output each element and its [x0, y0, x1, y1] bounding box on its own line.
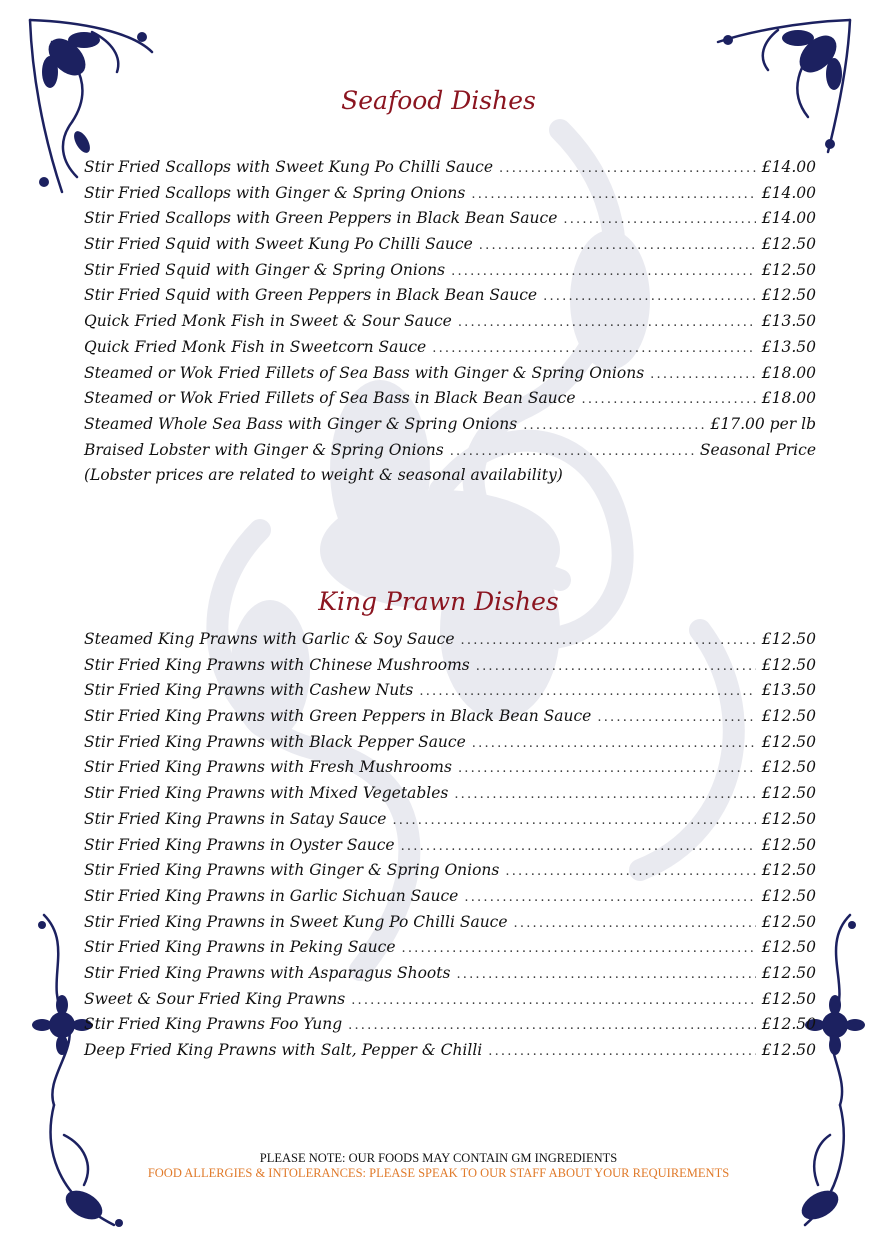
dot-leader	[461, 628, 756, 654]
menu-item-name: Stir Fried King Prawns with Mixed Vegetables	[84, 784, 449, 803]
dot-leader	[458, 756, 756, 782]
menu-item	[84, 155, 816, 181]
menu-item	[84, 755, 816, 781]
menu-item-name: Stir Fried Squid with Green Peppers in Black Bean Sauce	[84, 286, 538, 305]
menu-item	[84, 678, 816, 704]
menu-item-price: £12.50	[761, 835, 816, 854]
menu-item	[84, 858, 816, 884]
dot-leader	[458, 310, 756, 336]
menu-item-price: £12.50	[761, 260, 816, 279]
menu-item	[84, 987, 816, 1013]
dot-leader	[476, 654, 756, 680]
menu-item-name: Stir Fried Scallops with Ginger & Spring Onions	[84, 183, 466, 202]
menu-item-price: £18.00	[761, 389, 816, 408]
menu-item-name: Steamed or Wok Fried Fillets of Sea Bass in Black Bean Sauce	[84, 389, 576, 408]
menu-item-price: £12.50	[761, 886, 816, 905]
menu-item-name: Stir Fried Squid with Sweet Kung Po Chilli Sauce	[84, 235, 473, 254]
menu-item	[84, 361, 816, 387]
menu-item-name: Braised Lobster with Ginger & Spring Onions	[84, 440, 444, 459]
menu-item	[84, 935, 816, 961]
dot-leader	[351, 988, 756, 1014]
menu-item-price: £14.00	[761, 209, 816, 228]
seafood-section-title: Seafood Dishes	[341, 86, 536, 115]
allergy-notice: FOOD ALLERGIES & INTOLERANCES: PLEASE SPEAK TO OUR STAFF ABOUT YOUR REQUIREMENTS	[147, 1166, 730, 1180]
menu-item	[84, 386, 816, 412]
menu-item-price: £12.50	[761, 809, 816, 828]
menu-item-price: £12.50	[761, 235, 816, 254]
lobster-price-note: (Lobster prices are related to weight & seasonal availability)	[84, 466, 563, 485]
menu-item-name: Stir Fried Squid with Ginger & Spring Onions	[84, 260, 446, 279]
dot-leader	[514, 911, 756, 937]
dot-leader	[472, 731, 756, 757]
menu-item-price: £12.50	[761, 758, 816, 777]
menu-item	[84, 730, 816, 756]
dot-leader	[401, 834, 756, 860]
menu-item-name: Stir Fried King Prawns in Garlic Sichuan Sauce	[84, 886, 459, 905]
menu-item	[84, 833, 816, 859]
menu-item-price: £12.50	[761, 732, 816, 751]
dot-leader	[471, 182, 755, 208]
menu-item	[84, 807, 816, 833]
menu-item-name: Stir Fried King Prawns with Chinese Mushrooms	[84, 655, 470, 674]
menu-item	[84, 1038, 816, 1064]
menu-item-price: £12.50	[761, 707, 816, 726]
menu-item-name: Stir Fried King Prawns in Peking Sauce	[84, 938, 396, 957]
menu-item	[84, 781, 816, 807]
menu-item	[84, 627, 816, 653]
menu-item	[84, 910, 816, 936]
menu-item-price: £12.50	[761, 630, 816, 648]
menu-item-price: £17.00 per lb	[710, 414, 816, 433]
dot-leader	[523, 413, 704, 439]
menu-item	[84, 653, 816, 679]
menu-item-name: Stir Fried King Prawns in Oyster Sauce	[84, 835, 395, 854]
menu-item-name: Stir Fried Scallops with Green Peppers in Black Bean Sauce	[84, 209, 558, 228]
dot-leader	[563, 207, 755, 233]
dot-leader	[488, 1039, 755, 1065]
dot-leader	[543, 284, 756, 310]
menu-item	[84, 412, 816, 438]
dot-leader	[419, 679, 755, 705]
menu-item	[84, 283, 816, 309]
menu-item-price: £13.50	[761, 337, 816, 356]
menu-item	[84, 232, 816, 258]
dot-leader	[499, 156, 756, 182]
menu-item-name: Stir Fried King Prawns in Satay Sauce	[84, 809, 387, 828]
menu-item-price: £12.50	[761, 963, 816, 982]
menu-item-price: £18.00	[761, 363, 816, 382]
menu-item-price: £12.50	[761, 1041, 816, 1059]
menu-item-name: Quick Fried Monk Fish in Sweetcorn Sauce	[84, 337, 427, 356]
menu-item-price: £12.50	[761, 912, 816, 931]
menu-item-price: £12.50	[761, 655, 816, 674]
menu-item-name: Stir Fried King Prawns with Asparagus Shoots	[84, 963, 451, 982]
menu-item-name: Sweet & Sour Fried King Prawns	[84, 989, 346, 1008]
menu-item-price: £14.00	[761, 183, 816, 202]
dot-leader	[432, 336, 756, 362]
dot-leader	[464, 885, 755, 911]
dot-leader	[456, 962, 755, 988]
menu-item-name: Stir Fried King Prawns with Ginger & Spring Onions	[84, 861, 500, 880]
dot-leader	[402, 936, 756, 962]
menu-item-price: £14.00	[761, 158, 816, 176]
menu-item-price: £12.50	[761, 286, 816, 305]
menu-item-name: Steamed King Prawns with Garlic & Soy Sauce	[84, 630, 455, 648]
dot-leader	[479, 233, 756, 259]
menu-item	[84, 438, 816, 464]
menu-item-name: Steamed or Wok Fried Fillets of Sea Bass with Ginger & Spring Onions	[84, 363, 645, 382]
menu-item-name: Stir Fried King Prawns with Black Pepper Sauce	[84, 732, 466, 751]
menu-item-price: Seasonal Price	[699, 440, 816, 459]
menu-item	[84, 206, 816, 232]
menu-item	[84, 704, 816, 730]
menu-item-name: Stir Fried King Prawns with Cashew Nuts	[84, 681, 414, 700]
dot-leader	[450, 439, 694, 465]
dot-leader	[650, 362, 756, 388]
menu-item	[84, 1012, 816, 1038]
dot-leader	[505, 859, 755, 885]
menu-item-name: Stir Fried King Prawns in Sweet Kung Po Chilli Sauce	[84, 912, 508, 931]
dot-leader	[451, 259, 756, 285]
dot-leader	[348, 1013, 756, 1039]
menu-item	[84, 309, 816, 335]
menu-item-price: £12.50	[761, 1015, 816, 1034]
menu-item-name: Stir Fried Scallops with Sweet Kung Po Chilli Sauce	[84, 158, 494, 176]
dot-leader	[454, 782, 755, 808]
menu-item	[84, 181, 816, 207]
dot-leader	[392, 808, 755, 834]
menu-item-price: £13.50	[761, 312, 816, 331]
menu-item	[84, 884, 816, 910]
king-prawn-menu-list	[84, 627, 816, 1064]
king-prawn-section-title: King Prawn Dishes	[318, 587, 559, 616]
menu-item-name: Deep Fried King Prawns with Salt, Pepper & Chilli	[84, 1041, 483, 1059]
menu-item	[84, 961, 816, 987]
menu-item-price: £12.50	[761, 938, 816, 957]
dot-leader	[582, 387, 756, 413]
menu-item-price: £13.50	[761, 681, 816, 700]
seafood-menu-list	[84, 155, 816, 489]
menu-item	[84, 335, 816, 361]
menu-item-price: £12.50	[761, 861, 816, 880]
dot-leader	[597, 705, 755, 731]
menu-item-price: £12.50	[761, 989, 816, 1008]
menu-item-name: Stir Fried King Prawns with Green Peppers in Black Bean Sauce	[84, 707, 592, 726]
menu-item-name: Steamed Whole Sea Bass with Ginger & Spring Onions	[84, 414, 518, 433]
menu-item	[84, 258, 816, 284]
gm-ingredients-notice: PLEASE NOTE: OUR FOODS MAY CONTAIN GM INGREDIENTS	[259, 1151, 618, 1165]
menu-item-price: £12.50	[761, 784, 816, 803]
menu-item-name: Stir Fried King Prawns with Fresh Mushrooms	[84, 758, 452, 777]
menu-item-name: Stir Fried King Prawns Foo Yung	[84, 1015, 343, 1034]
menu-item-name: Quick Fried Monk Fish in Sweet & Sour Sauce	[84, 312, 452, 331]
